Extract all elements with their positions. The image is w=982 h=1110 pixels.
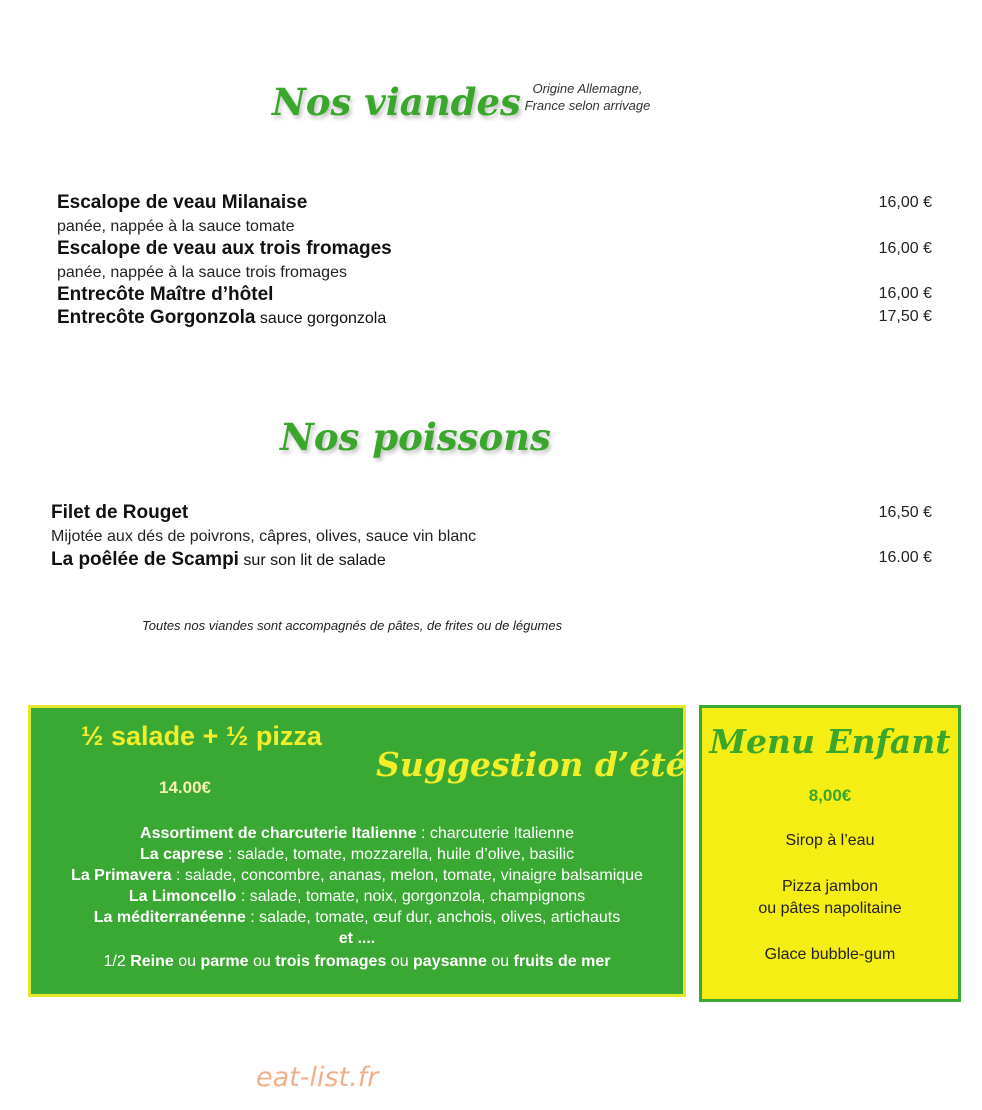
pizza-fruits-de-mer: fruits de mer <box>513 953 611 970</box>
suggestion-line <box>31 928 683 949</box>
price-entrecote-maitre: 16,00 € <box>878 285 932 302</box>
price-escalope-milanaise: 16,00 € <box>878 194 932 211</box>
price-filet-rouget: 16,50 € <box>878 504 932 521</box>
item-entrecote-maitre: Entrecôte Maître d’hôtel <box>57 284 274 305</box>
child-item-pizza-line-2: ou pâtes napolitaine <box>758 900 902 917</box>
suggestion-line-name: et .... <box>338 930 376 947</box>
suggestion-line-text: : salade, concombre, ananas, melon, tomate, vinaigre balsamique <box>171 867 643 884</box>
origin-line-2: France selon arrivage <box>524 98 651 113</box>
suggestion-line-name: La méditerranéenne <box>93 909 246 926</box>
item-entrecote-gorgonzola <box>57 307 386 329</box>
child-menu-title: Menu Enfant <box>709 722 951 761</box>
viandes-title: Nos viandes <box>272 80 521 124</box>
pizza-sep: ou <box>486 953 514 970</box>
viandes-origin <box>510 80 665 114</box>
desc-escalope-milanaise: panée, nappée à la sauce tomate <box>57 218 295 235</box>
suggestion-line-text: : salade, tomate, œuf dur, anchois, olives, artichauts <box>245 909 621 926</box>
suggestion-line-name: La caprese <box>140 846 224 863</box>
suggestion-line-text: : salade, tomate, mozzarella, huile d’olive, basilic <box>223 846 574 863</box>
suggestion-box <box>28 705 686 997</box>
item-filet-rouget: Filet de Rouget <box>51 502 189 523</box>
desc-escalope-trois-fromages: panée, nappée à la sauce trois fromages <box>57 264 347 281</box>
item-poelee-scampi <box>51 549 386 571</box>
poelee-scampi-name: La poêlée de Scampi <box>51 549 239 570</box>
entrecote-gorgonzola-name: Entrecôte Gorgonzola <box>57 307 256 328</box>
suggestion-line <box>31 865 683 886</box>
suggestion-title: Suggestion d’été <box>376 745 687 784</box>
suggestion-line-text: : salade, tomate, noix, gorgonzola, champignons <box>236 888 586 905</box>
accompaniment-note: Toutes nos viandes sont accompagnés de pâtes, de frites ou de légumes <box>142 618 563 633</box>
pizza-sep: ou <box>248 953 276 970</box>
pizza-trois-fromages: trois fromages <box>275 953 387 970</box>
pizza-choice-line <box>31 951 683 972</box>
child-menu-box <box>699 705 961 1002</box>
item-escalope-trois-fromages: Escalope de veau aux trois fromages <box>57 238 392 259</box>
desc-filet-rouget: Mijotée aux dés de poivrons, câpres, olives, sauce vin blanc <box>51 528 477 545</box>
price-escalope-trois-fromages: 16,00 € <box>878 240 932 257</box>
suggestion-line-name: La Limoncello <box>128 888 237 905</box>
item-escalope-milanaise: Escalope de veau Milanaise <box>57 192 308 213</box>
child-item-sirop: Sirop à l’eau <box>785 832 875 849</box>
child-item-pizza-line-1: Pizza jambon <box>781 878 879 895</box>
pizza-parme: parme <box>200 953 249 970</box>
suggestion-heading: ½ salade + ½ pizza <box>81 721 322 751</box>
suggestion-line-name: Assortiment de charcuterie Italienne <box>140 825 417 842</box>
child-menu-price: 8,00€ <box>808 786 852 805</box>
suggestion-list <box>31 823 683 972</box>
pizza-sep: ou <box>386 953 414 970</box>
price-poelee-scampi: 16.00 € <box>878 549 932 566</box>
pizza-reine: Reine <box>130 953 174 970</box>
price-entrecote-gorgonzola: 17,50 € <box>878 308 932 325</box>
suggestion-line-name: La Primavera <box>71 867 172 884</box>
poelee-scampi-suffix: sur son lit de salade <box>238 552 386 569</box>
child-item-pizza <box>702 876 958 920</box>
watermark: eat-list.fr <box>256 1062 379 1093</box>
suggestion-line <box>31 844 683 865</box>
suggestion-line-text: : charcuterie Italienne <box>416 825 574 842</box>
pizza-prefix: 1/2 <box>103 953 131 970</box>
suggestion-line <box>31 823 683 844</box>
child-item-glace: Glace bubble-gum <box>764 946 896 963</box>
poissons-title: Nos poissons <box>280 415 551 459</box>
suggestion-line <box>31 907 683 928</box>
pizza-paysanne: paysanne <box>413 953 487 970</box>
pizza-sep: ou <box>173 953 201 970</box>
entrecote-gorgonzola-suffix: sauce gorgonzola <box>255 310 387 327</box>
origin-line-1: Origine Allemagne, <box>532 81 643 96</box>
suggestion-line <box>31 886 683 907</box>
suggestion-price: 14.00€ <box>159 778 211 797</box>
